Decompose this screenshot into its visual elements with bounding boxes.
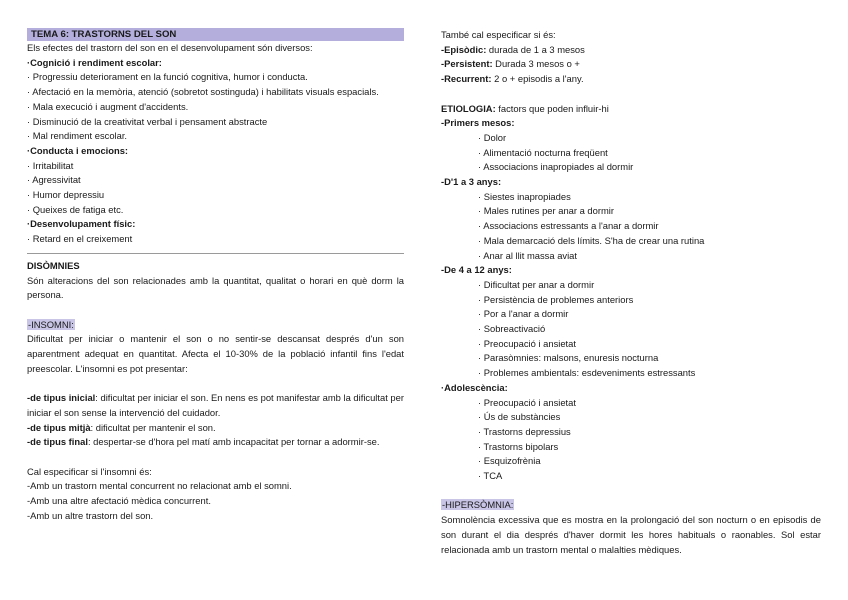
insomni-type-mitja: -de tipus mitjà: dificultat per mantenir el son.	[27, 421, 216, 433]
list-item: · Parasòmnies: malsons, enuresis nocturna	[478, 352, 659, 364]
list-item: · Anar al llit massa aviat	[478, 249, 577, 261]
etiologia-heading: ETIOLOGIA: factors que poden influir-hi	[441, 102, 609, 114]
list-item: · Progressiu deteriorament en la funció cognitiva, humor i conducta.	[27, 71, 308, 83]
list-item: · Trastorns bipolars	[478, 440, 559, 452]
list-item: -Amb un altre trastorn del son.	[27, 509, 154, 521]
list-item: · Ús de substàncies	[478, 411, 561, 423]
section-divider	[27, 253, 404, 254]
list-item: · Disminució de la creativitat verbal i pensament abstracte	[27, 115, 268, 127]
list-item: · Dificultat per anar a dormir	[478, 278, 595, 290]
list-item: · Persistència de problemes anteriors	[478, 293, 634, 305]
list-item: · Agressivitat	[27, 174, 81, 186]
section-heading-conducta: ·Conducta i emocions:	[27, 144, 129, 156]
list-item: · Humor depressiu	[27, 189, 105, 201]
group-heading-4-12-anys: -De 4 a 12 anys:	[441, 264, 512, 276]
list-item: · Associacions inapropiades al dormir	[478, 161, 634, 173]
list-item: · Afectació en la memòria, atenció (sobretot sostinguda) i habilitats visuals espacials.	[27, 86, 379, 98]
list-item: · Problemes ambientals: esdeveniments estressants	[478, 367, 696, 379]
dissomnies-heading: DISÒMNIES	[27, 259, 80, 271]
list-item: · Sobreactivació	[478, 323, 546, 335]
list-item: · Preocupació i ansietat	[478, 396, 576, 408]
list-item: · Mala execució i augment d'accidents.	[27, 100, 189, 112]
list-item: · Mal rendiment escolar.	[27, 130, 128, 142]
specify-episodic: -Episòdic: durada de 1 a 3 mesos	[441, 43, 585, 55]
section-heading-cognicio: ·Cognició i rendiment escolar:	[27, 56, 162, 68]
section-heading-desenvolupament: ·Desenvolupament físic:	[27, 218, 136, 230]
insomni-type-final: -de tipus final: despertar-se d'hora pel matí amb incapacitat per tornar a adormir-se.	[27, 436, 380, 448]
page-title: TEMA 6: TRASTORNS DEL SON	[27, 28, 404, 41]
hipersomnia-text: Somnolència excessiva que es mostra en la prolongació del son nocturn o en episodis de son durant el dia després d'haver dormit les hores habituals o raonables. Sol estar relacionada amb un trastorn mental o malalties mèdiques.	[441, 514, 821, 555]
list-item: · Alimentació nocturna freqüent	[478, 146, 608, 158]
group-heading-primers-mesos: -Primers mesos:	[441, 117, 515, 129]
list-item: · Trastorns depressius	[478, 425, 571, 437]
list-item: · Retard en el creixement	[27, 233, 133, 245]
list-item: -Amb una altre afectació mèdica concurrent.	[27, 495, 211, 507]
left-column	[27, 28, 404, 523]
specify-persistent: -Persistent: Durada 3 mesos o +	[441, 58, 580, 70]
specify-recurrent: -Recurrent: 2 o + episodis a l'any.	[441, 73, 584, 85]
hipersomnia-heading: -HIPERSÒMNIA:	[442, 499, 514, 511]
dissomnies-text: Són alteracions del son relacionades amb la quantitat, qualitat o horari en què dorm la persona.	[27, 274, 404, 301]
list-item: · Queixes de fatiga etc.	[27, 203, 124, 215]
list-item: · Mala demarcació dels límits. S'ha de crear una rutina	[478, 234, 705, 246]
intro-text: Els efectes del trastorn del son en el desenvolupament són diversos:	[27, 42, 313, 53]
list-item: · Irritabilitat	[27, 159, 74, 171]
list-item: · Siestes inapropiades	[478, 190, 571, 202]
right-specify-intro: També cal especificar si és:	[441, 29, 556, 40]
list-item: · Dolor	[478, 131, 507, 143]
list-item: · Preocupació i ansietat	[478, 337, 576, 349]
list-item: · Associacions estressants a l'anar a dormir	[478, 220, 659, 232]
list-item: · TCA	[478, 470, 503, 482]
insomni-text: Dificultat per iniciar o mantenir el son o no sentir-se descansat després d'un son aparentment adequat en quantitat. Afecta el 10-30% de la població infantil fins l'edat preescolar. L'insomni es pot presentar:	[27, 333, 404, 374]
group-heading-1-3-anys: -D'1 a 3 anys:	[441, 176, 502, 188]
list-item: -Amb un trastorn mental concurrent no relacionat amb el somni.	[27, 480, 292, 492]
group-heading-adolescencia: ·Adolescència:	[441, 381, 508, 393]
insomni-heading: -INSOMNI:	[28, 318, 74, 330]
insomni-specify-intro: Cal especificar si l'insomni és:	[27, 465, 152, 477]
insomni-type-inicial: -de tipus inicial: dificultat per iniciar el son. En nens es pot manifestar amb la dificultat per iniciar el son sense la intervenció del cuidador.	[27, 392, 404, 418]
list-item: · Por a l'anar a dormir	[478, 308, 569, 320]
list-item: · Males rutines per anar a dormir	[478, 205, 614, 217]
right-column	[441, 28, 821, 557]
list-item: · Esquizofrènia	[478, 455, 541, 467]
